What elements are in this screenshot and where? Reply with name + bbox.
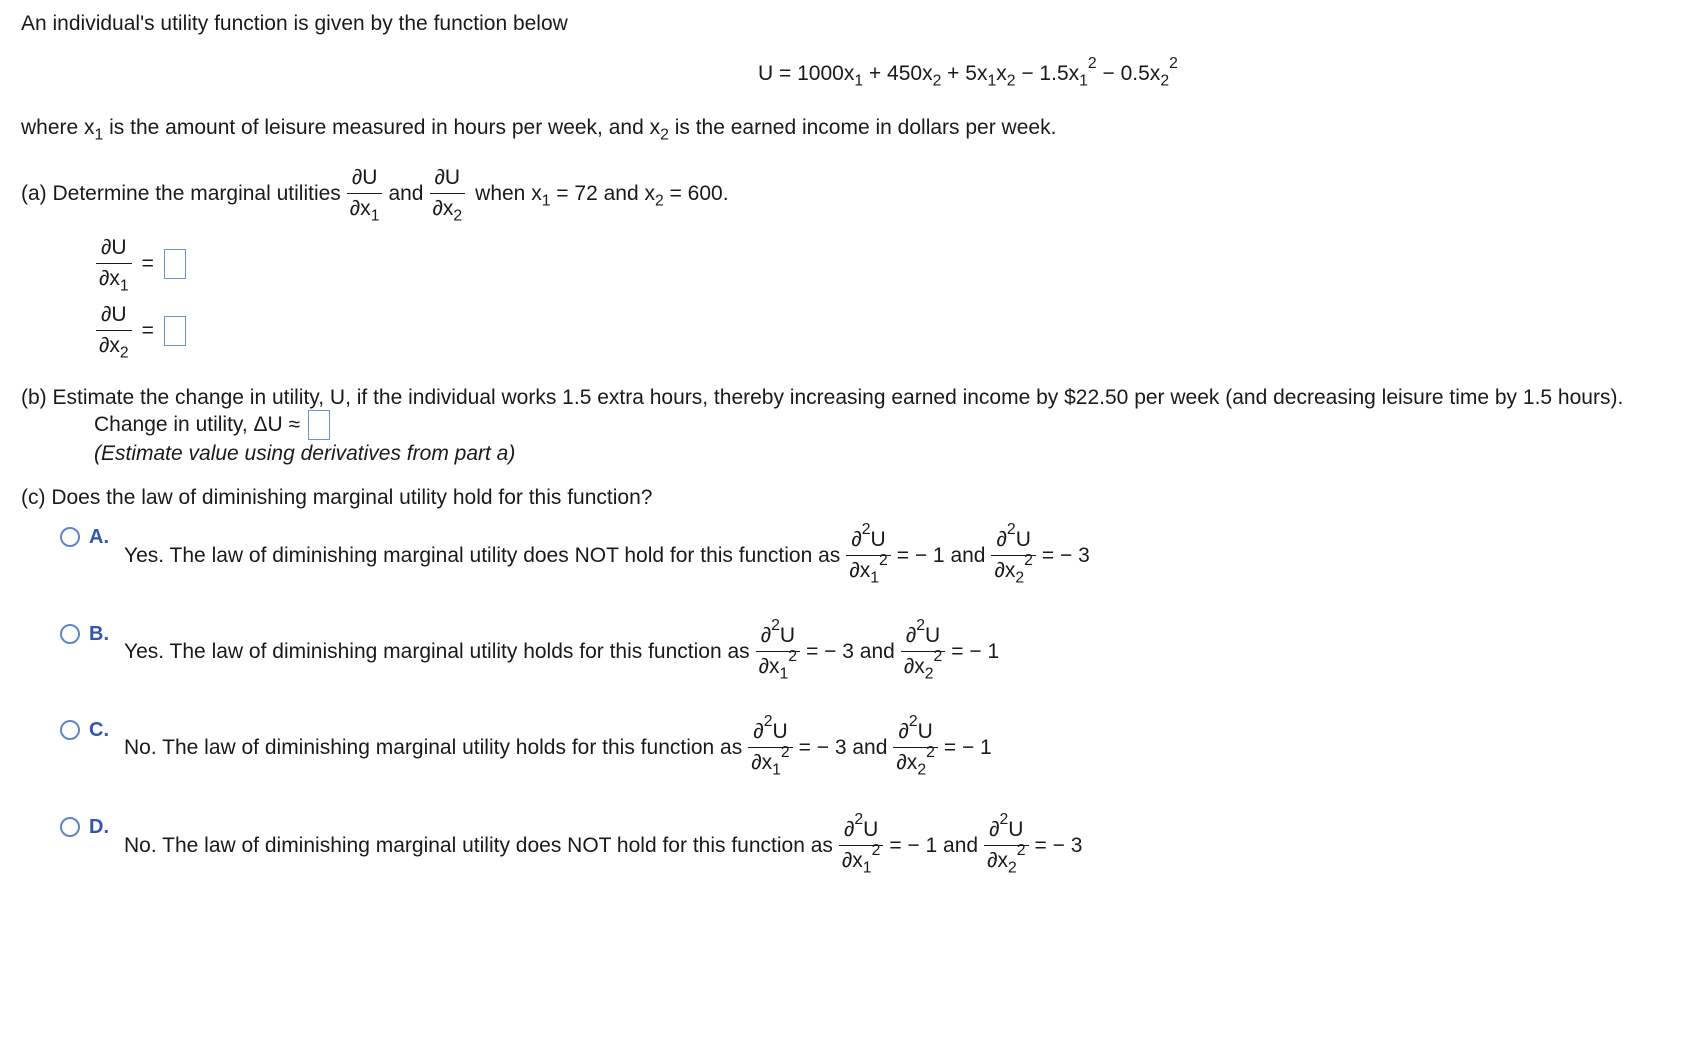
part-b-answer-row: Change in utility, ΔU ≈ <box>94 410 330 440</box>
part-a-question: (a) Determine the marginal utilities $\frac{\partial U}{\partial x_1}$ and $\frac{\partial U}{\partial x_2}$ when $x_1 = 72$ and $x_2 = 600$. <box>21 166 729 225</box>
utility-function: $U = 1000x_1 + 450x_2 + 5x_1x_2 - 1.5x_1^2 - 0.5x_2^2$ <box>758 55 1178 90</box>
option-c-text: No. The law of diminishing marginal utility holds for this function as $\frac{\partial^2U}{\partial x_1^2}$ = − 3 and $\frac{\partial^2U}{\partial x_2^2}$ = − 1 <box>124 713 992 779</box>
option-a-text: Yes. The law of diminishing marginal utility does NOT hold for this function as $\frac{\partial^2U}{\partial x_1^2}$ = − 1 and $\frac{\partial^2U}{\partial x_2^2}$ = − 3 <box>124 521 1090 587</box>
partial-u-x2-fraction: $\frac{\partial U}{\partial x_2}$ <box>430 166 466 221</box>
part-b-hint: (Estimate value using derivatives from part a) <box>94 442 516 465</box>
option-d-text: No. The law of diminishing marginal utility does NOT hold for this function as $\frac{\partial^2U}{\partial x_1^2}$ = − 1 and $\frac{\partial^2U}{\partial x_2^2}$ = − 3 <box>124 811 1083 877</box>
part-a-answer-row-2: $\frac{\partial U}{\partial x_2}$ = <box>90 303 186 358</box>
variable-definitions: where $x_1$ is the amount of leisure measured in hours per week, and $x_2$ is the earned income in dollars per week. <box>21 116 1057 144</box>
part-b-question: (b) Estimate the change in utility, U, if the individual works 1.5 extra hours, thereby increasing earned income by $22.50 per week (and decreasing leisure time by 1.5 hours). <box>21 386 1624 409</box>
part-c-question: (c) Does the law of diminishing marginal utility hold for this function? <box>21 486 653 509</box>
option-b-letter: B. <box>89 623 109 645</box>
partial-u-x1-fraction: $\frac{\partial U}{\partial x_1}$ <box>347 166 383 221</box>
option-b-text: Yes. The law of diminishing marginal utility holds for this function as $\frac{\partial^2U}{\partial x_1^2}$ = − 3 and $\frac{\partial^2U}{\partial x_2^2}$ = − 1 <box>124 617 1000 683</box>
option-a-radio[interactable] <box>60 527 80 547</box>
option-a-letter: A. <box>89 526 109 548</box>
change-in-utility-input[interactable] <box>308 410 330 440</box>
option-b-radio[interactable] <box>60 624 80 644</box>
intro-text: An individual's utility function is given by the function below <box>21 12 568 35</box>
part-a-answer-row-1: $\frac{\partial U}{\partial x_1}$ = <box>90 236 186 291</box>
marginal-utility-x2-input[interactable] <box>164 316 186 346</box>
option-c-letter: C. <box>89 719 109 741</box>
option-c-radio[interactable] <box>60 720 80 740</box>
marginal-utility-x1-input[interactable] <box>164 249 186 279</box>
option-d-letter: D. <box>89 816 109 838</box>
option-d-radio[interactable] <box>60 817 80 837</box>
